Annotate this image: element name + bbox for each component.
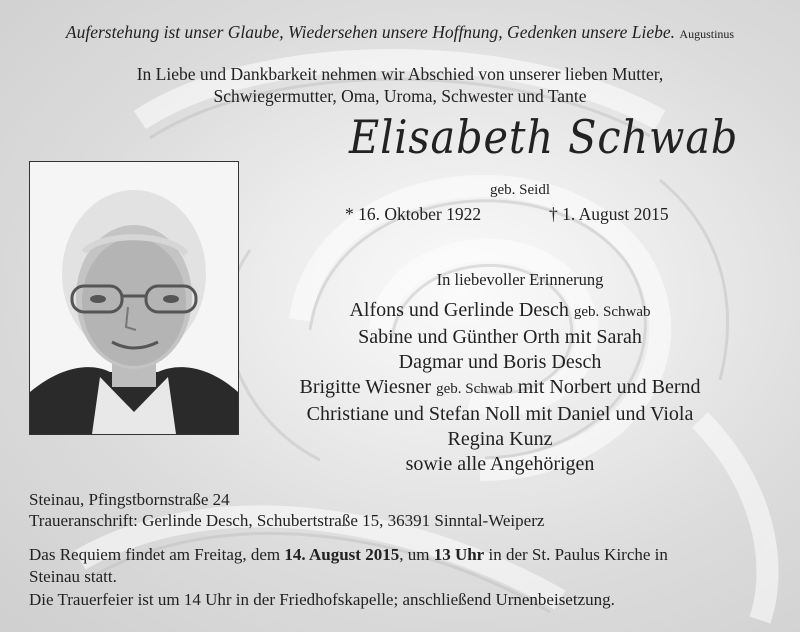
deceased-name: Elisabeth Schwab [349,110,739,164]
portrait-illustration [30,162,238,434]
memory-heading: In liebevoller Erinnerung [436,270,604,289]
mourner-line [260,452,740,477]
mourner-line [260,427,740,452]
mourner-birth-note: geb. Schwab [436,381,513,397]
birth-name: geb. Seidl [490,182,550,198]
death-date: † 1. August 2015 [549,204,669,224]
mourner-line [260,325,740,350]
motto-author: Augustinus [679,27,735,41]
portrait-photo [29,161,239,435]
birth-date: * 16. Oktober 1922 [345,204,482,224]
mourner-line [260,298,740,325]
mourners-list [260,298,740,477]
mourner-names: Alfons und Gerlinde Desch [349,299,569,321]
mourner-names: Christiane und Stefan Noll mit Daniel und Viola [306,403,694,425]
requiem-text: in der St. Paulus Kirche in [488,545,668,564]
motto-text: Auferstehung ist unser Glaube, Wiedersehen unsere Hoffnung, Gedenken unsere Liebe. [65,22,676,42]
requiem-line-2: Steinau statt. [29,567,117,586]
mourning-address: Traueranschrift: Gerlinde Desch, Schubertstraße 15, 36391 Sinntal-Weiperz [29,511,545,530]
residence-address: Steinau, Pfingstbornstraße 24 [29,490,230,509]
mourner-line [260,375,740,402]
intro-line-1: In Liebe und Dankbarkeit nehmen wir Abschied von unserer lieben Mutter, [136,64,664,84]
mourner-line [260,350,740,375]
requiem-text: , um [399,545,430,564]
mourner-names: Dagmar und Boris Desch [398,351,602,373]
funeral-info: Die Trauerfeier ist um 14 Uhr in der Friedhofskapelle; anschließend Urnenbeisetzung. [29,590,615,609]
requiem-line-1 [29,545,668,565]
mourner-names: Sabine und Günther Orth mit Sarah [358,326,642,348]
requiem-time: 13 Uhr [433,545,485,564]
mourner-names: Brigitte Wiesner [299,376,432,398]
mourner-birth-note: geb. Schwab [573,304,651,320]
requiem-date: 14. August 2015 [284,545,400,564]
mourner-names-after: mit Norbert und Bernd [517,376,701,398]
requiem-text: Das Requiem findet am Freitag, dem [29,545,281,564]
mourner-line [260,402,740,427]
motto-quote [0,22,800,43]
mourner-names: Regina Kunz [447,428,553,450]
mourner-names: sowie alle Angehörigen [405,453,595,475]
intro-line-2: Schwiegermutter, Oma, Uroma, Schwester und Tante [213,86,587,106]
